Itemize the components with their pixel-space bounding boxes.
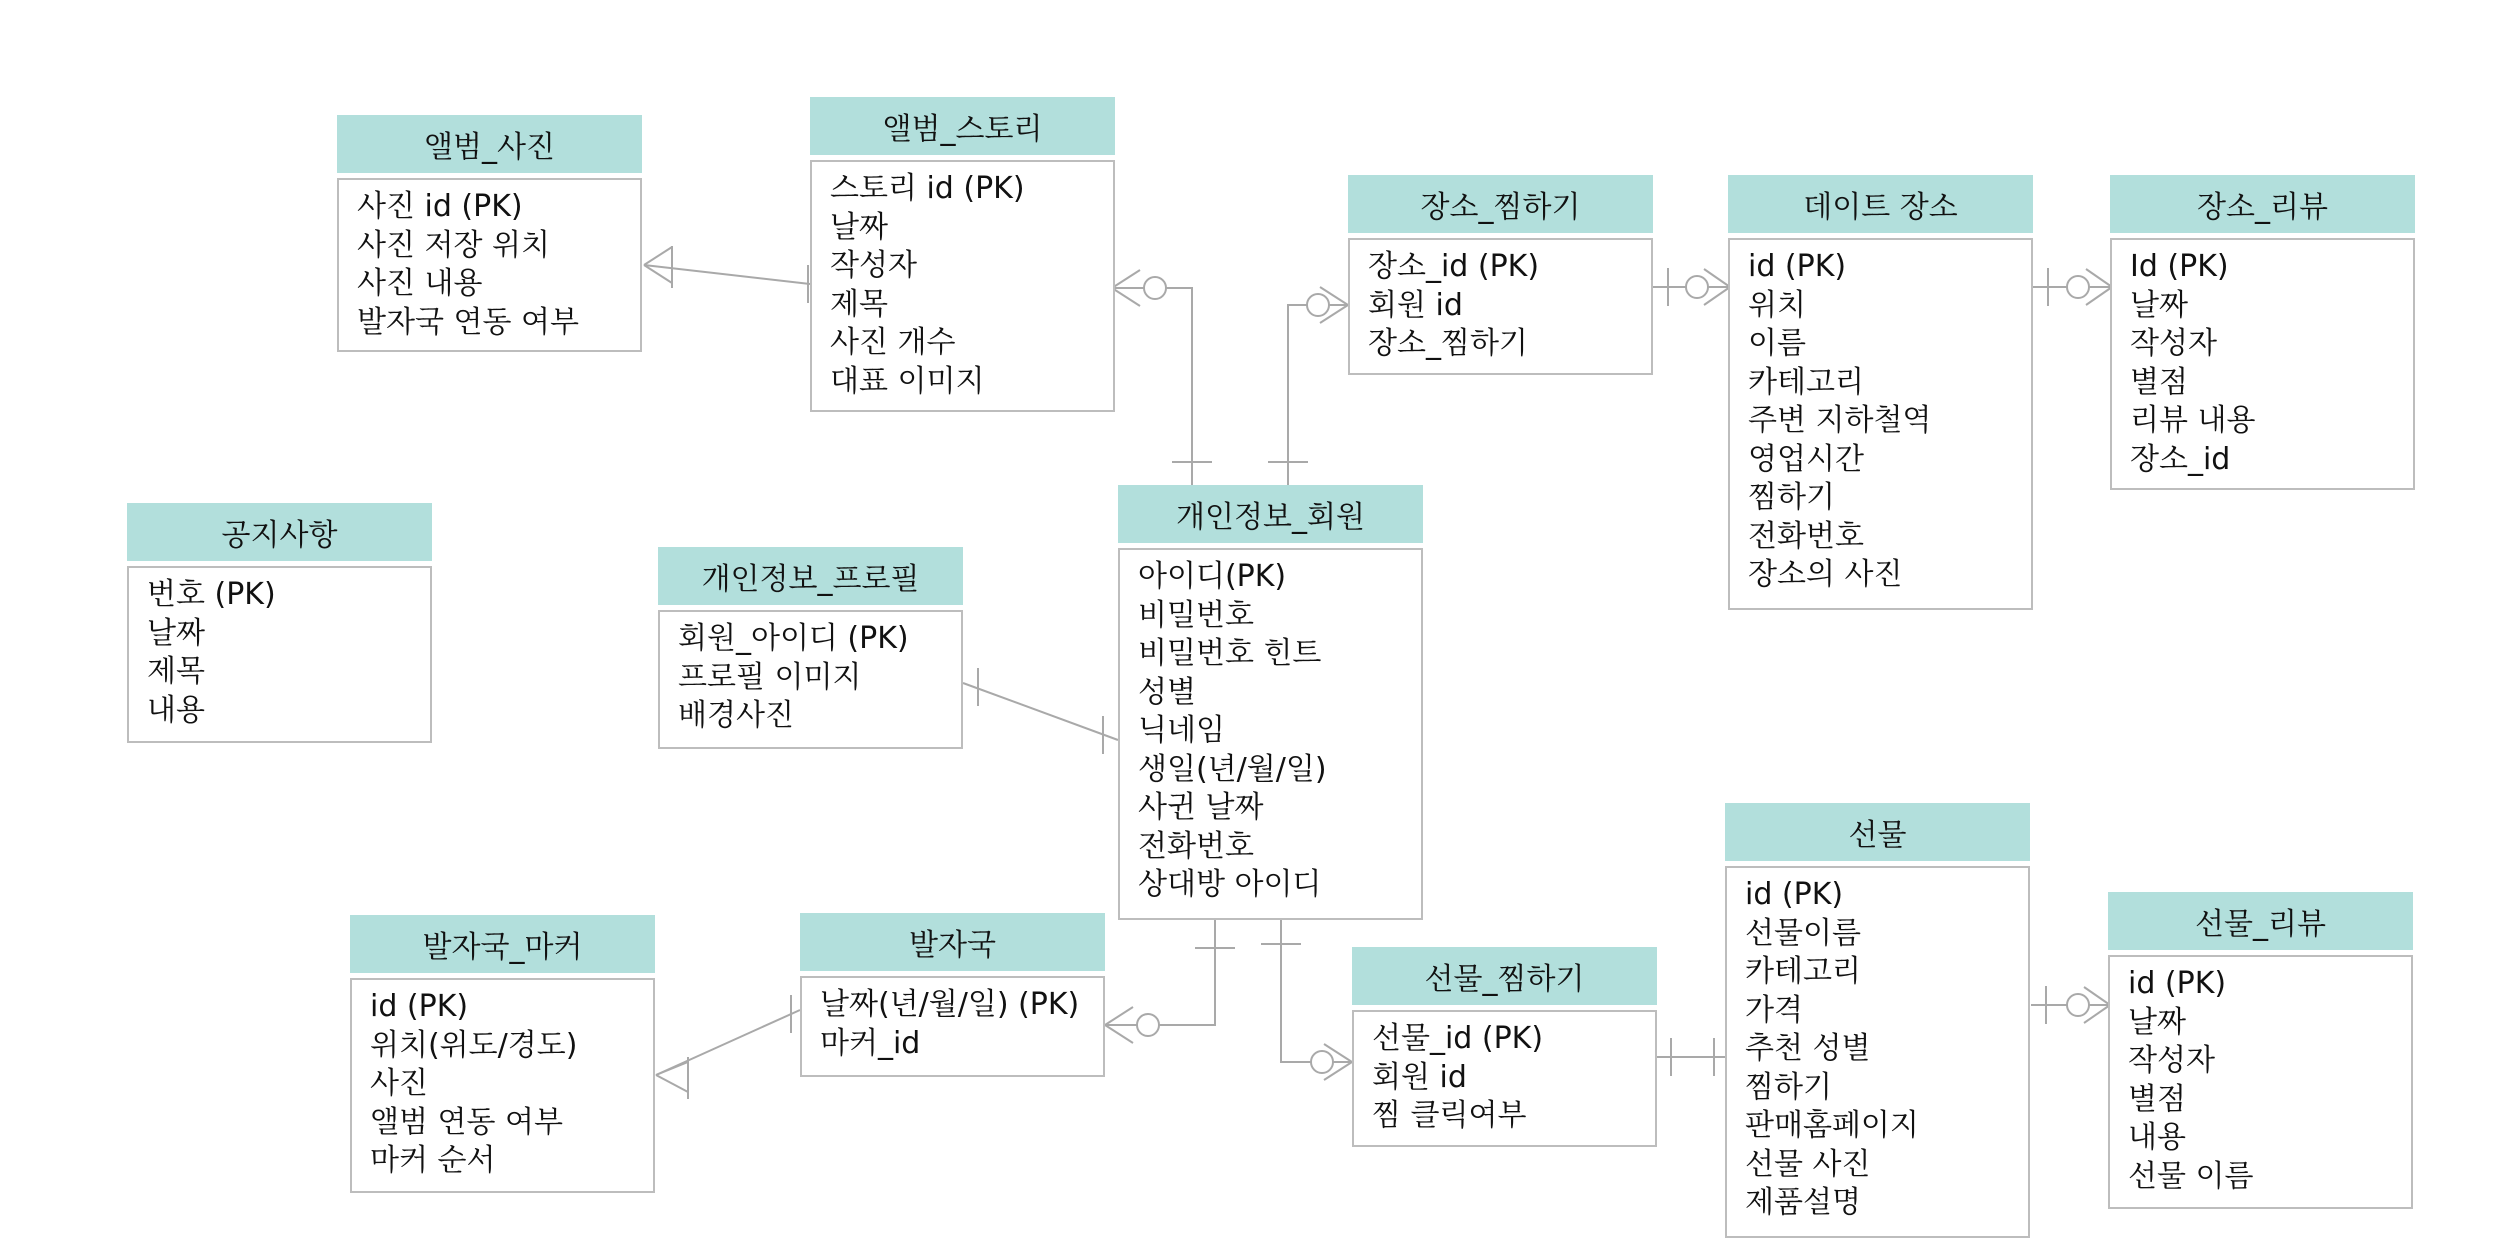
entity-footprint-marker[interactable] (350, 915, 655, 1193)
connector-album-photo-story (644, 246, 810, 303)
attribute: 별점 (2130, 364, 2188, 400)
attribute: 번호 (PK) (147, 577, 276, 612)
attribute: 마커 순서 (370, 1143, 496, 1178)
attribute: id (PK) (2128, 966, 2227, 1001)
entity-attributes (1725, 866, 2030, 1238)
attribute: 내용 (2128, 1120, 2186, 1155)
entity-attributes (2108, 955, 2413, 1209)
connector-profile-member (963, 668, 1118, 754)
attribute: 위치(위도/경도) (370, 1027, 578, 1063)
attribute: 장소의 사진 (1748, 557, 1903, 592)
entity-date-place[interactable] (1728, 175, 2033, 610)
attribute: 리뷰 내용 (2130, 403, 2256, 438)
entity-title: 개인정보_회원 (1118, 485, 1423, 543)
entity-title: 앨범_사진 (337, 115, 642, 173)
attribute: 대표 이미지 (830, 363, 985, 399)
entity-title: 발자국_마커 (350, 915, 655, 973)
attribute: 영업시간 (1748, 441, 1864, 477)
attribute: 회원 id (1372, 1059, 1467, 1095)
connector-date-place-review (2033, 268, 2112, 306)
connector-gift-like-gift (1657, 1038, 1727, 1076)
attribute: 장소_찜하기 (1368, 326, 1528, 361)
entity-gift-review[interactable] (2108, 892, 2413, 1209)
attribute: 회원_아이디 (PK) (678, 621, 909, 656)
entity-attributes (810, 160, 1115, 412)
attribute: 사진 저장 위치 (357, 227, 550, 263)
attribute: 날짜(년/월/일) (PK) (820, 987, 1080, 1022)
entity-album-photo[interactable] (337, 115, 642, 352)
entity-gift-like[interactable] (1352, 947, 1657, 1147)
entity-title: 장소_찜하기 (1348, 175, 1653, 233)
attribute: 날짜 (147, 615, 205, 651)
attribute: 생일(년/월/일) (1138, 751, 1327, 787)
attribute: 제목 (147, 654, 205, 689)
entity-member[interactable] (1118, 485, 1423, 920)
attribute: 배경사진 (678, 698, 794, 733)
entity-footprint[interactable] (800, 913, 1105, 1077)
attribute: 전화번호 (1138, 828, 1254, 864)
attribute: 사진 내용 (357, 266, 483, 301)
entity-attributes (337, 178, 642, 352)
entity-title: 선물 (1725, 803, 2030, 861)
entity-title: 앨범_스토리 (810, 97, 1115, 155)
attribute: Id (PK) (2130, 249, 2229, 284)
attribute: 사진 개수 (830, 325, 956, 360)
entity-place-review[interactable] (2110, 175, 2415, 490)
attribute: 날짜 (2128, 1004, 2186, 1040)
attribute: 스토리 id (PK) (830, 171, 1025, 206)
attribute: 장소_id (2130, 441, 2231, 477)
entity-attributes (1348, 238, 1653, 375)
connector-place-like-date-place (1652, 268, 1730, 306)
entity-album-story[interactable] (810, 97, 1115, 412)
entity-attributes (658, 610, 963, 749)
entity-gift[interactable] (1725, 803, 2030, 1238)
attribute: id (PK) (1748, 249, 1847, 284)
attribute: 위치 (1748, 287, 1806, 323)
attribute: 날짜 (2130, 287, 2188, 323)
attribute: 상대방 아이디 (1138, 867, 1322, 902)
attribute: 찜 클릭여부 (1372, 1098, 1527, 1133)
entity-title: 선물_찜하기 (1352, 947, 1657, 1005)
attribute: 선물 사진 (1745, 1146, 1871, 1182)
attribute: 발자국 연동 여부 (357, 304, 579, 340)
entity-title: 발자국 (800, 913, 1105, 971)
entity-title: 개인정보_프로필 (658, 547, 963, 605)
connector-gift-like-member (1261, 920, 1352, 1080)
attribute: 카테고리 (1748, 364, 1864, 400)
entity-title: 공지사항 (127, 503, 432, 561)
attribute: 작성자 (2130, 326, 2217, 361)
attribute: 장소_id (PK) (1368, 249, 1540, 284)
attribute: 카테고리 (1745, 954, 1861, 989)
attribute: 사진 (370, 1066, 428, 1101)
entity-attributes (127, 566, 432, 743)
entity-profile[interactable] (658, 547, 963, 749)
attribute: 추천 성별 (1745, 1031, 1871, 1066)
connector-gift-review (2031, 986, 2110, 1024)
attribute: 날짜 (830, 209, 888, 245)
attribute: 선물 이름 (2128, 1158, 2254, 1194)
entity-title: 데이트 장소 (1728, 175, 2033, 233)
entity-attributes (1352, 1010, 1657, 1147)
attribute: 앨범 연동 여부 (370, 1104, 563, 1140)
attribute: 프로필 이미지 (678, 659, 862, 695)
attribute: id (PK) (1745, 877, 1844, 912)
attribute: 성별 (1138, 674, 1196, 710)
entity-title: 선물_리뷰 (2108, 892, 2413, 950)
attribute: 별점 (2128, 1081, 2186, 1117)
entity-attributes (1728, 238, 2033, 610)
attribute: 주변 지하철역 (1748, 403, 1932, 438)
attribute: 내용 (147, 692, 205, 728)
attribute: 가격 (1745, 992, 1803, 1028)
entity-title: 장소_리뷰 (2110, 175, 2415, 233)
attribute: 회원 id (1368, 287, 1463, 323)
entity-notice[interactable] (127, 503, 432, 743)
connector-footprint-member (1105, 920, 1235, 1043)
attribute: 비밀번호 (1138, 597, 1254, 633)
attribute: id (PK) (370, 989, 469, 1024)
attribute: 사귄 날짜 (1138, 790, 1264, 825)
attribute: 선물이름 (1745, 915, 1861, 951)
connector-place-like-member (1268, 287, 1348, 487)
attribute: 판매홈페이지 (1745, 1108, 1919, 1143)
attribute: 아이디(PK) (1138, 559, 1287, 594)
attribute: 닉네임 (1138, 713, 1225, 748)
attribute: 작성자 (830, 248, 917, 283)
attribute: 비밀번호 힌트 (1138, 636, 1322, 671)
attribute: 선물_id (PK) (1372, 1021, 1544, 1056)
entity-attributes (800, 976, 1105, 1077)
attribute: 작성자 (2128, 1043, 2215, 1078)
connector-album-story-member (1112, 270, 1212, 487)
attribute: 마커_id (820, 1025, 921, 1061)
entity-attributes (1118, 548, 1423, 920)
attribute: 제목 (830, 286, 888, 322)
attribute: 찜하기 (1748, 480, 1835, 515)
entity-attributes (2110, 238, 2415, 490)
entity-attributes (350, 978, 655, 1193)
connector-marker-footprint (656, 995, 800, 1099)
entity-place-like[interactable] (1348, 175, 1653, 375)
attribute: 찜하기 (1745, 1069, 1832, 1105)
attribute: 이름 (1748, 326, 1806, 361)
attribute: 전화번호 (1748, 518, 1864, 554)
attribute: 사진 id (PK) (357, 189, 523, 224)
attribute: 제품설명 (1745, 1185, 1861, 1220)
